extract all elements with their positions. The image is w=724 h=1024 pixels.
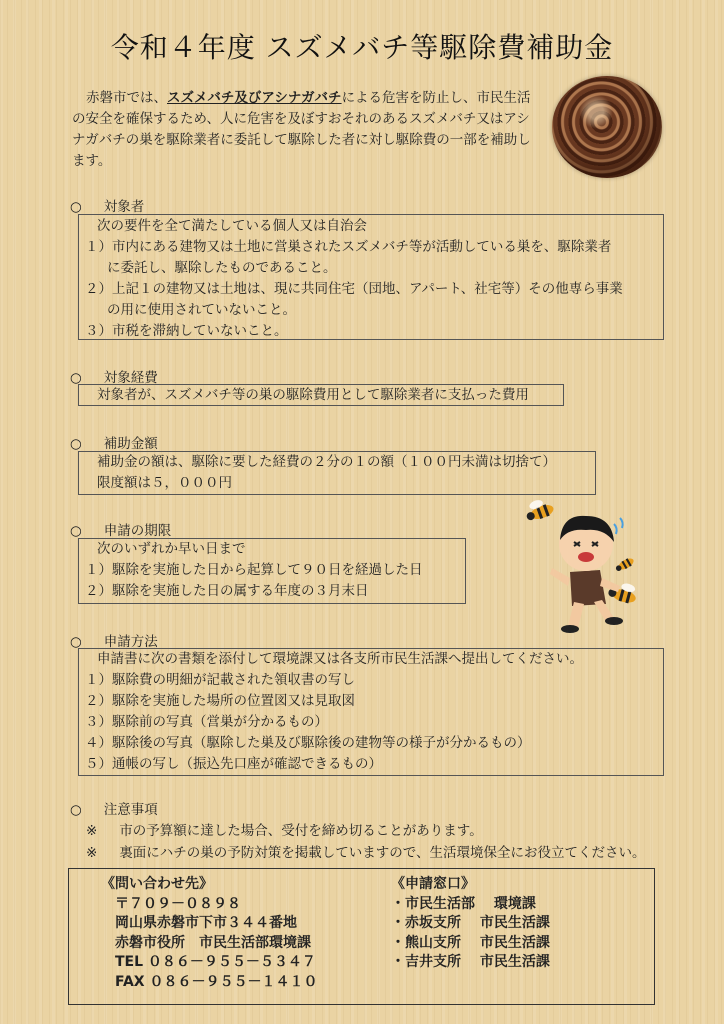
contact-office: 赤磐市役所 市民生活部環境課 — [115, 934, 311, 951]
method-item-4: ４）駆除後の写真（駆除した巣及び駆除後の建物等の様子が分かるもの） — [85, 735, 531, 751]
fleeing-boy-illustration — [522, 494, 652, 639]
page-title: 令和４年度 スズメバチ等駆除費補助金 — [110, 31, 614, 64]
intro-emphasis: スズメバチ及びアシナガバチ — [167, 90, 342, 106]
contact-postal: 〒７０９－０８９８ — [115, 895, 241, 912]
window-item-4: ・吉井支所 市民生活課 — [391, 954, 550, 970]
section-heading-deadline: ○ 申請の期限 — [70, 523, 172, 539]
contact-tel: TEL ０８６－９５５－５３４７ — [115, 954, 316, 970]
wasp-icon — [614, 556, 635, 573]
window-item-1: ・市民生活部 環境課 — [391, 895, 536, 912]
contact-heading: 《問い合わせ先》 — [101, 876, 213, 892]
deadline-lead: 次のいずれか早い日まで — [97, 541, 246, 557]
window-item-3: ・熊山支所 市民生活課 — [391, 934, 550, 951]
notes-list — [86, 820, 646, 864]
method-lead: 申請書に次の書類を添付して環境課又は各支所市民生活課へ提出してください。 — [97, 651, 583, 667]
bullet-circle: ○ — [70, 802, 82, 818]
section-heading-amount: ○ 補助金額 — [70, 436, 158, 452]
target-lead: 次の要件を全て満たしている個人又は自治会 — [97, 218, 367, 234]
note-mark: ※ — [86, 845, 98, 861]
target-item-2: ２）上記１の建物又は土地は、現に共同住宅（団地、アパート、社宅等）その他専ら事業 — [85, 281, 623, 297]
window-item-2: ・赤坂支所 市民生活課 — [391, 915, 550, 931]
bullet-circle: ○ — [70, 634, 82, 650]
contact-info — [101, 875, 317, 992]
bullet-circle: ○ — [70, 199, 82, 215]
contact-box — [68, 868, 655, 1005]
intro-paragraph — [72, 88, 542, 172]
bullet-circle: ○ — [70, 370, 82, 386]
method-box — [78, 648, 664, 776]
bullet-circle: ○ — [70, 436, 82, 452]
deadline-box — [78, 538, 466, 604]
target-box — [78, 214, 664, 340]
expense-text: 対象者が、スズメバチ等の巣の駆除費用として駆除業者に支払った費用 — [97, 387, 529, 403]
method-item-1: １）駆除費の明細が記載された領収書の写し — [85, 672, 355, 688]
target-item-1: １）市内にある建物又は土地に営巣されたスズメバチ等が活動している巣を、駆除業者 — [85, 239, 612, 255]
deadline-item-2: ２）駆除を実施した日の属する年度の３月末日 — [85, 583, 369, 599]
target-item-2-cont: の用に使用されていないこと。 — [107, 302, 296, 318]
hornet-nest-image — [552, 76, 662, 178]
deadline-item-1: １）駆除を実施した日から起算して９０日を経過した日 — [85, 562, 423, 578]
application-windows — [391, 875, 550, 973]
amount-line-1: 補助金の額は、駆除に要した経費の２分の１の額（１００円未満は切捨て） — [97, 454, 556, 470]
method-item-5: ５）通帳の写し（振込先口座が確認できるもの） — [85, 756, 382, 772]
contact-fax: FAX ０８６－９５５－１４１０ — [115, 973, 318, 990]
target-item-3: ３）市税を滞納していないこと。 — [85, 323, 288, 339]
section-heading-expense: ○ 対象経費 — [70, 370, 158, 386]
windows-heading: 《申請窓口》 — [391, 876, 475, 892]
amount-line-2: 限度額は５，０００円 — [97, 475, 232, 491]
note-mark: ※ — [86, 823, 98, 839]
note-1: ※ 市の予算額に達した場合、受付を締め切ることがあります。 — [86, 823, 483, 839]
section-heading-target: ○ 対象者 — [70, 199, 145, 215]
amount-box — [78, 451, 596, 495]
target-item-1-cont: に委託し、駆除したものであること。 — [107, 260, 337, 276]
intro-before: 赤磐市では、 — [86, 90, 167, 106]
wasp-icon — [523, 496, 556, 523]
contact-address: 岡山県赤磐市下市３４４番地 — [115, 915, 297, 931]
method-item-3: ３）駆除前の写真（営巣が分かるもの） — [85, 714, 328, 730]
expense-box — [78, 384, 564, 406]
section-heading-notes: ○ 注意事項 — [70, 802, 158, 818]
intro-after: による危害を防止し、市民生活の安全を確保するため、人に危害を及ぼすおそれのあるスズメバチ又はアシナガバチの巣を駆除業者に委託して駆除した者に対し駆除費の一部を補助します。 — [72, 90, 531, 169]
bullet-circle: ○ — [70, 523, 82, 539]
note-2: ※ 裏面にハチの巣の予防対策を掲載していますので、生活環境保全にお役立てください。 — [86, 845, 646, 861]
method-item-2: ２）駆除を実施した場所の位置図又は見取図 — [85, 693, 355, 709]
section-heading-method: ○ 申請方法 — [70, 634, 158, 650]
